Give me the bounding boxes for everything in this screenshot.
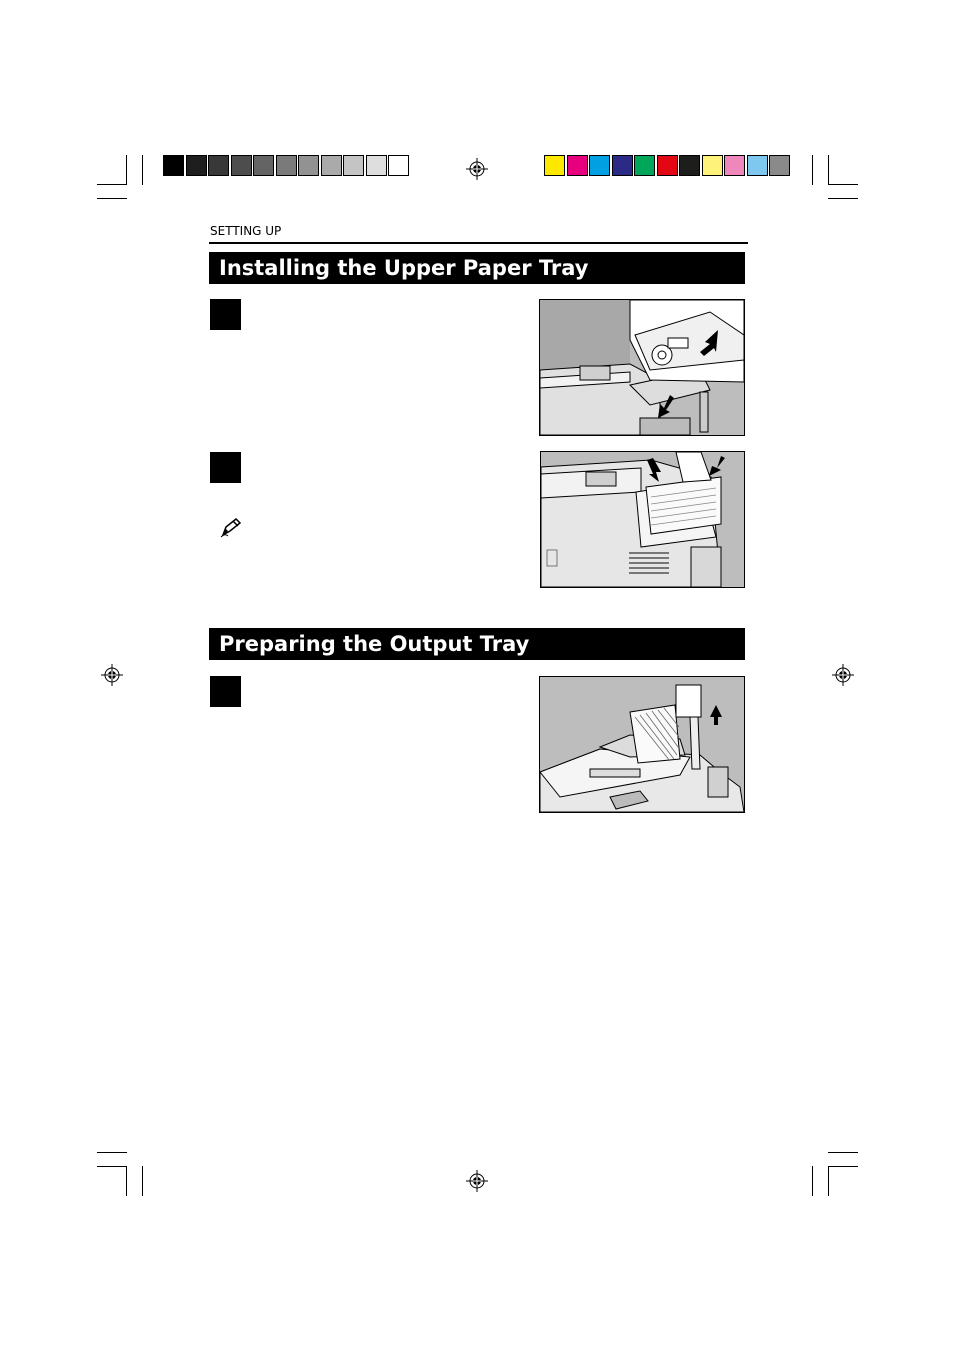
- calibration-swatch: [702, 155, 723, 176]
- crop-mark: [828, 155, 829, 185]
- calibration-swatch: [724, 155, 745, 176]
- calibration-swatch: [321, 155, 342, 176]
- calibration-swatch: [163, 155, 184, 176]
- calibration-swatch: [366, 155, 387, 176]
- crop-mark: [828, 1166, 829, 1196]
- crop-mark: [97, 184, 127, 185]
- calibration-swatch: [769, 155, 790, 176]
- crosshair-registration-icon: [101, 664, 123, 686]
- header-rule: [209, 242, 748, 244]
- step-marker-2: [210, 452, 241, 483]
- calibration-swatch: [231, 155, 252, 176]
- calibration-swatch: [186, 155, 207, 176]
- crop-mark: [828, 1152, 858, 1153]
- calibration-swatch: [343, 155, 364, 176]
- calibration-swatch: [298, 155, 319, 176]
- section-title-upper-paper-tray: Installing the Upper Paper Tray: [209, 252, 745, 284]
- crop-mark: [142, 155, 143, 185]
- step-marker-1: [210, 676, 241, 707]
- crop-mark: [828, 1166, 858, 1167]
- illustration-output-tray-extension: [539, 676, 745, 813]
- crosshair-registration-icon: [466, 1170, 488, 1192]
- crop-mark: [126, 155, 127, 185]
- calibration-swatch: [634, 155, 655, 176]
- calibration-swatch: [679, 155, 700, 176]
- crop-mark: [97, 1152, 127, 1153]
- crop-mark: [126, 1166, 127, 1196]
- calibration-swatch: [567, 155, 588, 176]
- calibration-swatch: [589, 155, 610, 176]
- step-marker-1: [210, 299, 241, 330]
- crop-mark: [812, 155, 813, 185]
- crosshair-registration-icon: [466, 158, 488, 180]
- section-title-output-tray: Preparing the Output Tray: [209, 628, 745, 660]
- calibration-swatch: [388, 155, 409, 176]
- calibration-swatch: [612, 155, 633, 176]
- illustration-install-upper-tray-feed: [539, 299, 745, 436]
- running-header: SETTING UP: [210, 224, 282, 238]
- calibration-swatch: [276, 155, 297, 176]
- crop-mark: [142, 1166, 143, 1196]
- crop-mark: [812, 1166, 813, 1196]
- crop-mark: [828, 198, 858, 199]
- calibration-swatch: [544, 155, 565, 176]
- illustration-upper-tray-installed: [540, 451, 745, 588]
- pencil-note-icon: [219, 517, 243, 539]
- calibration-swatch: [253, 155, 274, 176]
- calibration-swatch: [657, 155, 678, 176]
- crosshair-registration-icon: [832, 664, 854, 686]
- crop-mark: [97, 1166, 127, 1167]
- calibration-swatch: [747, 155, 768, 176]
- calibration-swatch: [208, 155, 229, 176]
- crop-mark: [97, 198, 127, 199]
- crop-mark: [828, 184, 858, 185]
